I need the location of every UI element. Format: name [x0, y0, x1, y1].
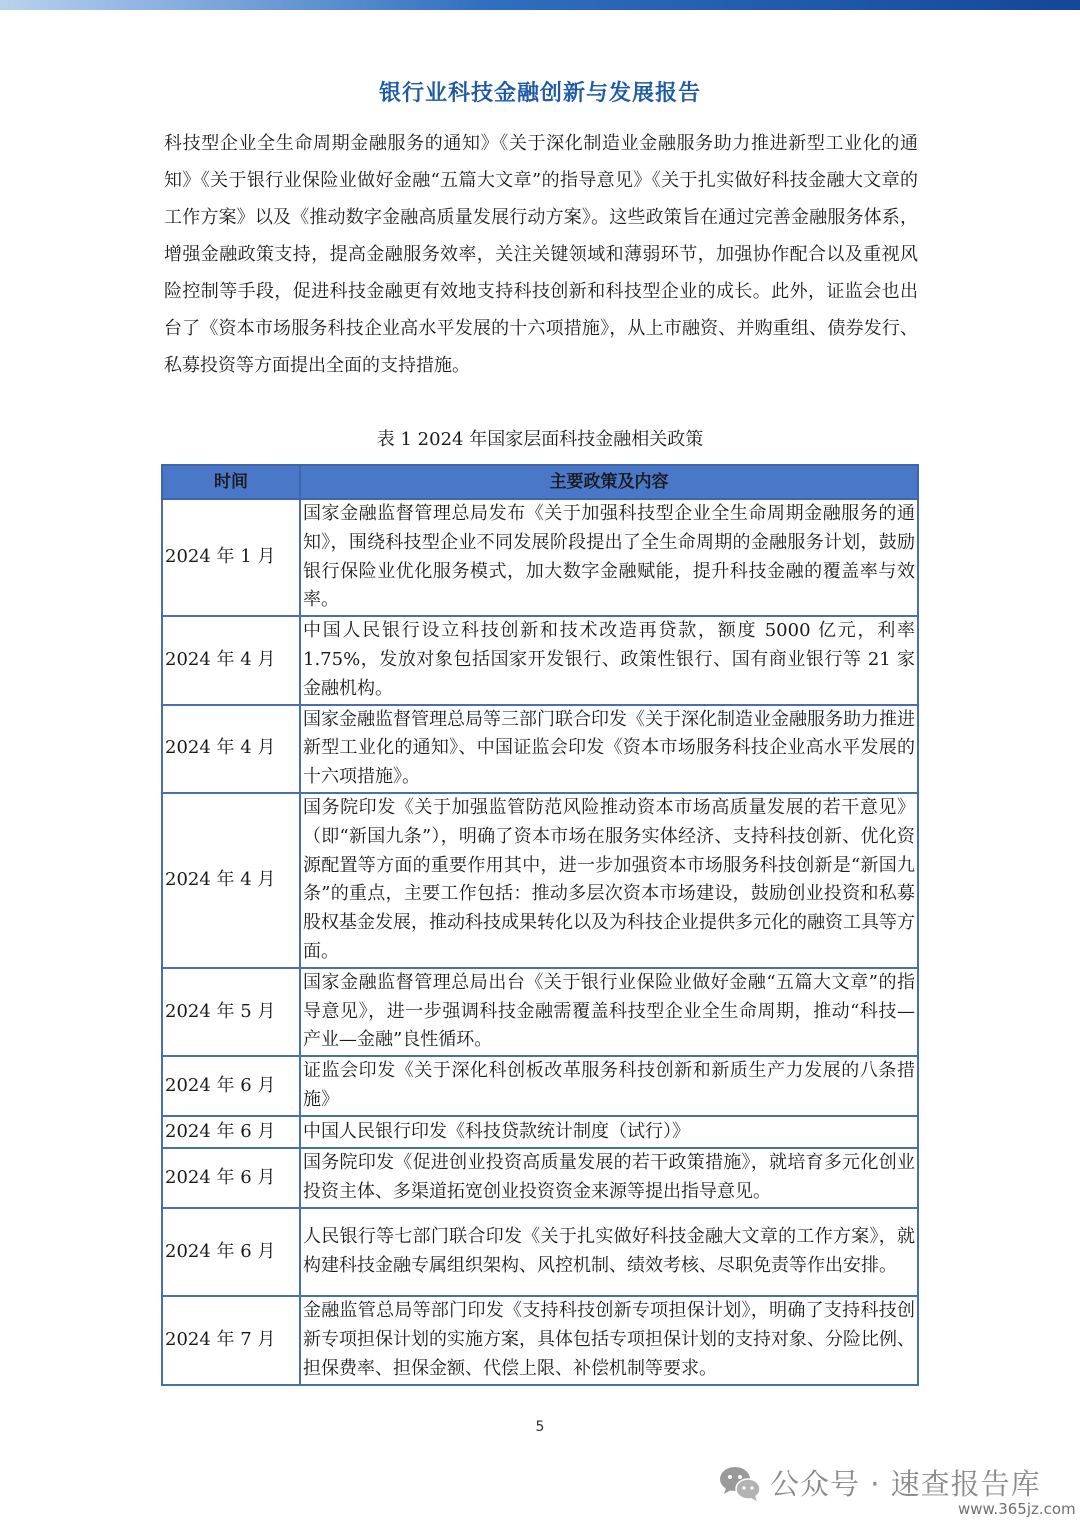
row-content: 国务院印发《关于加强监管防范风险推动资本市场高质量发展的若干意见》（即“新国九条”），明确了资本市场在服务实体经济、支持科技创新、优化资源配置等方面的重要作用其中，进一步加强资本市场服务科技创新是“新国九条”的重点，主要工作包括：推动多层次资本市场建设，鼓励创业投资和私募股权基金发展，推动科技成果转化以及为科技企业提供多元化的融资工具等方面。 [300, 793, 918, 968]
table-row [162, 616, 918, 704]
row-content: 国家金融监督管理总局出台《关于银行业保险业做好金融“五篇大文章”的指导意见》，进一步强调科技金融需覆盖科技型企业全生命周期，推动“科技—产业—金融”良性循环。 [300, 968, 918, 1056]
row-date: 2024 年 4 月 [162, 616, 300, 704]
table-caption: 表 1 2024 年国家层面科技金融相关政策 [376, 429, 704, 450]
table-row [162, 1116, 918, 1148]
row-date: 2024 年 6 月 [162, 1056, 300, 1116]
row-content: 金融监管总局等部门印发《支持科技创新专项担保计划》，明确了支持科技创新专项担保计划的实施方案，具体包括专项担保计划的支持对象、分险比例、担保费率、担保金额、代偿上限、补偿机制等要求。 [300, 1296, 918, 1384]
row-content: 国家金融监督管理总局等三部门联合印发《关于深化制造业金融服务助力推进新型工业化的通知》、中国证监会印发《资本市场服务科技企业高水平发展的十六项措施》。 [300, 705, 918, 793]
row-date: 2024 年 5 月 [162, 968, 300, 1056]
row-date: 2024 年 4 月 [162, 705, 300, 793]
table-row [162, 1296, 918, 1384]
header-time: 时间 [162, 465, 300, 499]
page-number: 5 [535, 1419, 545, 1435]
report-title: 银行业科技金融创新与发展报告 [378, 81, 701, 106]
header-content: 主要政策及内容 [300, 465, 918, 499]
policy-table [161, 464, 919, 1386]
row-content: 证监会印发《关于深化科创板改革服务科技创新和新质生产力发展的八条措施》 [300, 1056, 918, 1116]
watermark [718, 1462, 1041, 1503]
row-date: 2024 年 6 月 [162, 1148, 300, 1208]
site-url: www.365jz.com [958, 1500, 1076, 1518]
row-content: 国务院印发《促进创业投资高质量发展的若干政策措施》，就培育多元化创业投资主体、多渠道拓宽创业投资资金来源等提出指导意见。 [300, 1148, 918, 1208]
table-header-row [162, 465, 918, 499]
row-date: 2024 年 7 月 [162, 1296, 300, 1384]
wechat-icon [718, 1463, 762, 1503]
row-date: 2024 年 6 月 [162, 1208, 300, 1296]
row-content: 人民银行等七部门联合印发《关于扎实做好科技金融大文章的工作方案》，就构建科技金融专属组织架构、风控机制、绩效考核、尽职免责等作出安排。 [300, 1208, 918, 1296]
row-content: 中国人民银行印发《科技贷款统计制度（试行）》 [300, 1116, 918, 1148]
table-row [162, 499, 918, 616]
table-row [162, 1208, 918, 1296]
table-row [162, 1056, 918, 1116]
row-date: 2024 年 6 月 [162, 1116, 300, 1148]
row-date: 2024 年 4 月 [162, 793, 300, 968]
table-row [162, 1148, 918, 1208]
watermark-text: 公众号 · 速查报告库 [770, 1467, 1041, 1501]
body-paragraph: 科技型企业全生命周期金融服务的通知》《关于深化制造业金融服务助力推进新型工业化的通知》《关于银行业保险业做好金融“五篇大文章”的指导意见》《关于扎实做好科技金融大文章的工作方案》以及《推动数字金融高质量发展行动方案》。这些政策旨在通过完善金融服务体系，增强金融政策支持，提高金融服务效率，关注关键领域和薄弱环节，加强协作配合以及重视风险控制等手段，促进科技金融更有效地支持科技创新和科技型企业的成长。此外，证监会也出台了《资本市场服务科技企业高水平发展的十六项措施》，从上市融资、并购重组、债券发行、私募投资等方面提出全面的支持措施。 [164, 133, 918, 376]
table-row [162, 968, 918, 1056]
row-content: 中国人民银行设立科技创新和技术改造再贷款，额度 5000 亿元，利率 1.75%，发放对象包括国家开发银行、政策性银行、国有商业银行等 21 家金融机构。 [300, 616, 918, 704]
table-row [162, 793, 918, 968]
top-accent-bar [0, 0, 1080, 10]
table-row [162, 705, 918, 793]
row-date: 2024 年 1 月 [162, 499, 300, 616]
row-content: 国家金融监督管理总局发布《关于加强科技型企业全生命周期金融服务的通知》，围绕科技型企业不同发展阶段提出了全生命周期的金融服务计划，鼓励银行保险业优化服务模式，加大数字金融赋能，提升科技金融的覆盖率与效率。 [300, 499, 918, 616]
